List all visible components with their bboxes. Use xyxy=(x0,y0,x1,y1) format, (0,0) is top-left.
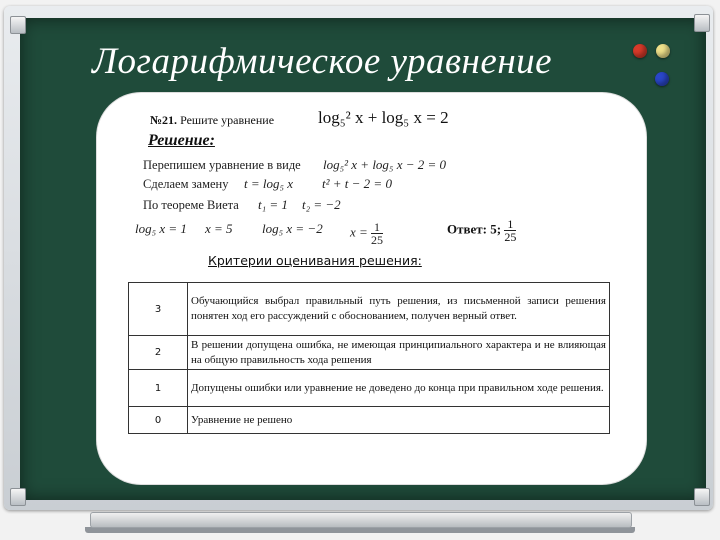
marker-tray xyxy=(90,512,632,528)
slide-title: Логарифмическое уравнение xyxy=(92,41,553,82)
answer-numerator: 1 xyxy=(504,218,516,231)
solution-line3-t1: t₁ = 1 xyxy=(258,197,288,212)
problem-text: Решите уравнение xyxy=(180,113,275,127)
solution-line4-b: x = 5 xyxy=(205,221,233,236)
criteria-score: 3 xyxy=(129,283,188,336)
frame-bracket-top-left xyxy=(10,16,26,34)
fraction-denominator: 25 xyxy=(371,233,384,247)
solution-header: Решение: xyxy=(148,132,215,149)
solution-line2-math: t² + t − 2 = 0 xyxy=(322,176,392,191)
table-row xyxy=(129,283,610,336)
problem-equation: log₅² x + log₅ x = 2 xyxy=(318,108,449,127)
solution-line3-text: По теореме Виета xyxy=(143,198,239,212)
answer-fraction xyxy=(504,218,516,243)
problem-number: №21. xyxy=(150,113,178,127)
table-row xyxy=(129,407,610,434)
table-row xyxy=(129,336,610,370)
criteria-score: 2 xyxy=(129,336,188,370)
frame-bracket-bottom-right xyxy=(694,488,710,506)
answer-label: Ответ: 5; xyxy=(447,221,502,237)
solution-line1-math: log₅² x + log₅ x − 2 = 0 xyxy=(323,157,447,172)
solution-line4-d xyxy=(350,221,383,246)
criteria-description: В решении допущена ошибка, не имеющая принципиального характера и не влияющая на общую правильность хода решения xyxy=(188,336,610,370)
frame-bracket-top-right xyxy=(694,14,710,32)
frame-bracket-bottom-left xyxy=(10,488,26,506)
criteria-score: 0 xyxy=(129,407,188,434)
criteria-description: Обучающийся выбрал правильный путь решения, из письменной записи решения понятен ход его рассуждений с обоснованием, получен верный ответ. xyxy=(188,283,610,336)
solution-line4-d-lhs: x = xyxy=(350,224,368,240)
criteria-description: Допущены ошибки или уравнение не доведено до конца при правильном ходе решения. xyxy=(188,370,610,407)
table-row xyxy=(129,370,610,407)
solution-line3-t2: t₂ = −2 xyxy=(302,197,341,212)
solution-line1-text: Перепишем уравнение в виде xyxy=(143,158,301,172)
solution-line4-d-fraction xyxy=(371,221,383,246)
fraction-numerator: 1 xyxy=(371,221,383,234)
criteria-title: Критерии оценивания решения: xyxy=(208,253,422,268)
criteria-description: Уравнение не решено xyxy=(188,407,610,434)
criteria-table xyxy=(128,282,610,434)
red-magnet-icon xyxy=(633,44,647,58)
answer xyxy=(447,218,516,243)
blue-magnet-icon xyxy=(655,72,669,86)
criteria-score: 1 xyxy=(129,370,188,407)
answer-denominator: 25 xyxy=(504,230,517,244)
solution-line2-sub: t = log₅ x xyxy=(244,176,294,191)
solution-line4-c: log₅ x = −2 xyxy=(262,221,323,236)
yellow-magnet-icon xyxy=(656,44,670,58)
solution-line2-text: Сделаем замену xyxy=(143,177,229,191)
solution-line4-a: log₅ x = 1 xyxy=(135,221,187,236)
problem-statement xyxy=(150,113,274,128)
